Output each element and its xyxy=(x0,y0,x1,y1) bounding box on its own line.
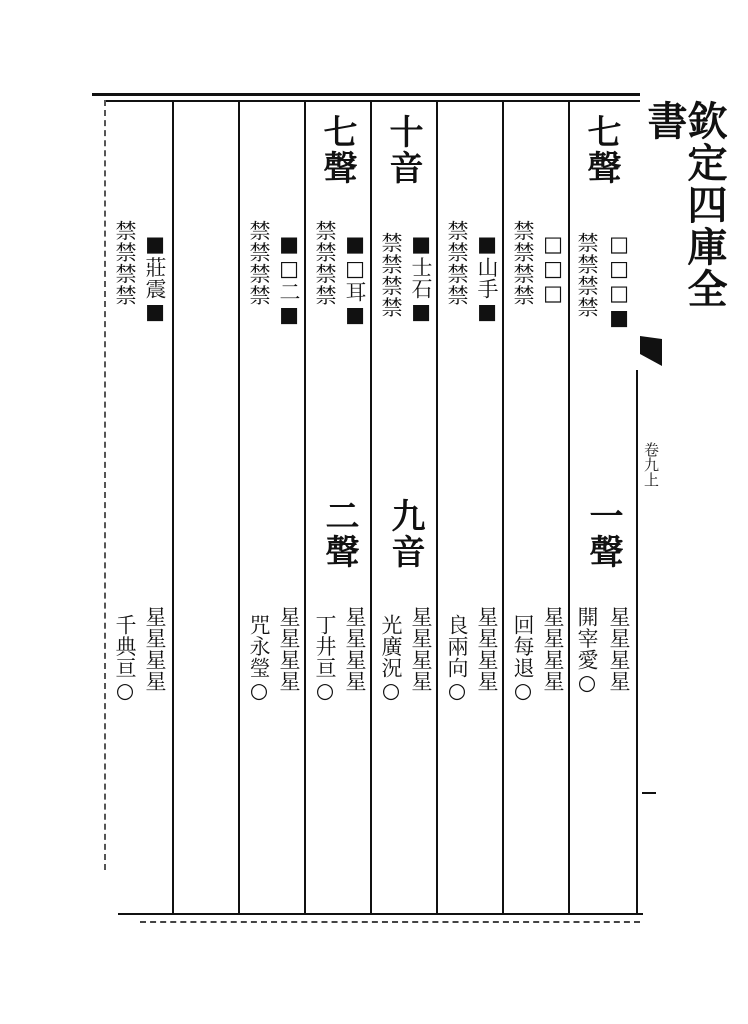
column-subheading: 九音 xyxy=(385,498,425,570)
column-row: ■士石■ xyxy=(409,232,433,324)
frame-bottom-dashed-border xyxy=(140,921,640,924)
column-row: 咒永瑩○ xyxy=(247,614,271,703)
column-8 xyxy=(108,100,172,914)
column-row: 星星星星 xyxy=(475,606,499,692)
column-heading: 七聲 xyxy=(317,114,357,186)
column-subheading: 一聲 xyxy=(583,498,623,570)
column-6 xyxy=(242,100,306,914)
column-row: 光廣況○ xyxy=(379,614,403,703)
column-row: 禁禁禁禁 xyxy=(247,220,271,306)
column-2 xyxy=(506,100,570,914)
column-row: □□□■ xyxy=(607,232,631,330)
column-row: 星星星星 xyxy=(343,606,367,692)
column-row: 禁禁禁禁 xyxy=(511,220,535,306)
column-row: 禁禁禁禁 xyxy=(445,220,469,306)
column-row: 星星星星 xyxy=(143,606,167,692)
column-row: 星星星星 xyxy=(607,606,631,692)
column-row: 丁井亘○ xyxy=(313,614,337,703)
column-rule xyxy=(172,100,174,914)
volume-label: 卷九上 xyxy=(642,442,660,487)
column-subheading: 二聲 xyxy=(319,498,359,570)
column-row: ■莊震■ xyxy=(143,232,167,324)
column-row: 禁禁禁禁 xyxy=(113,220,137,306)
column-heading: 十音 xyxy=(383,114,423,186)
column-3 xyxy=(440,100,504,914)
column-row: 千典亘○ xyxy=(113,614,137,703)
column-row: □□□ xyxy=(541,232,565,306)
margin-edge-line xyxy=(636,370,638,914)
column-row: 回每退○ xyxy=(511,614,535,703)
book-title-text: 欽定四庫全書 xyxy=(641,100,728,310)
frame-top-border xyxy=(92,93,640,96)
column-row: 禁禁禁禁 xyxy=(575,232,599,318)
column-row: ■□二■ xyxy=(277,232,301,327)
column-row: ■□耳■ xyxy=(343,232,367,327)
column-row: 星星星星 xyxy=(277,606,301,692)
column-7-blank xyxy=(176,100,240,914)
column-row: ■山手■ xyxy=(475,232,499,324)
column-4 xyxy=(374,100,438,914)
column-row: 禁禁禁禁 xyxy=(379,232,403,318)
column-5 xyxy=(308,100,372,914)
column-row: 良兩向○ xyxy=(445,614,469,703)
margin-edge-tick xyxy=(642,792,656,794)
column-row: 星星星星 xyxy=(541,606,565,692)
column-row: 禁禁禁禁 xyxy=(313,220,337,306)
book-title xyxy=(640,96,728,346)
column-row: 開宰愛○ xyxy=(575,606,599,695)
column-1 xyxy=(572,100,636,914)
fish-tail-mark xyxy=(640,336,662,366)
column-row: 星星星星 xyxy=(409,606,433,692)
column-heading: 七聲 xyxy=(581,114,621,186)
